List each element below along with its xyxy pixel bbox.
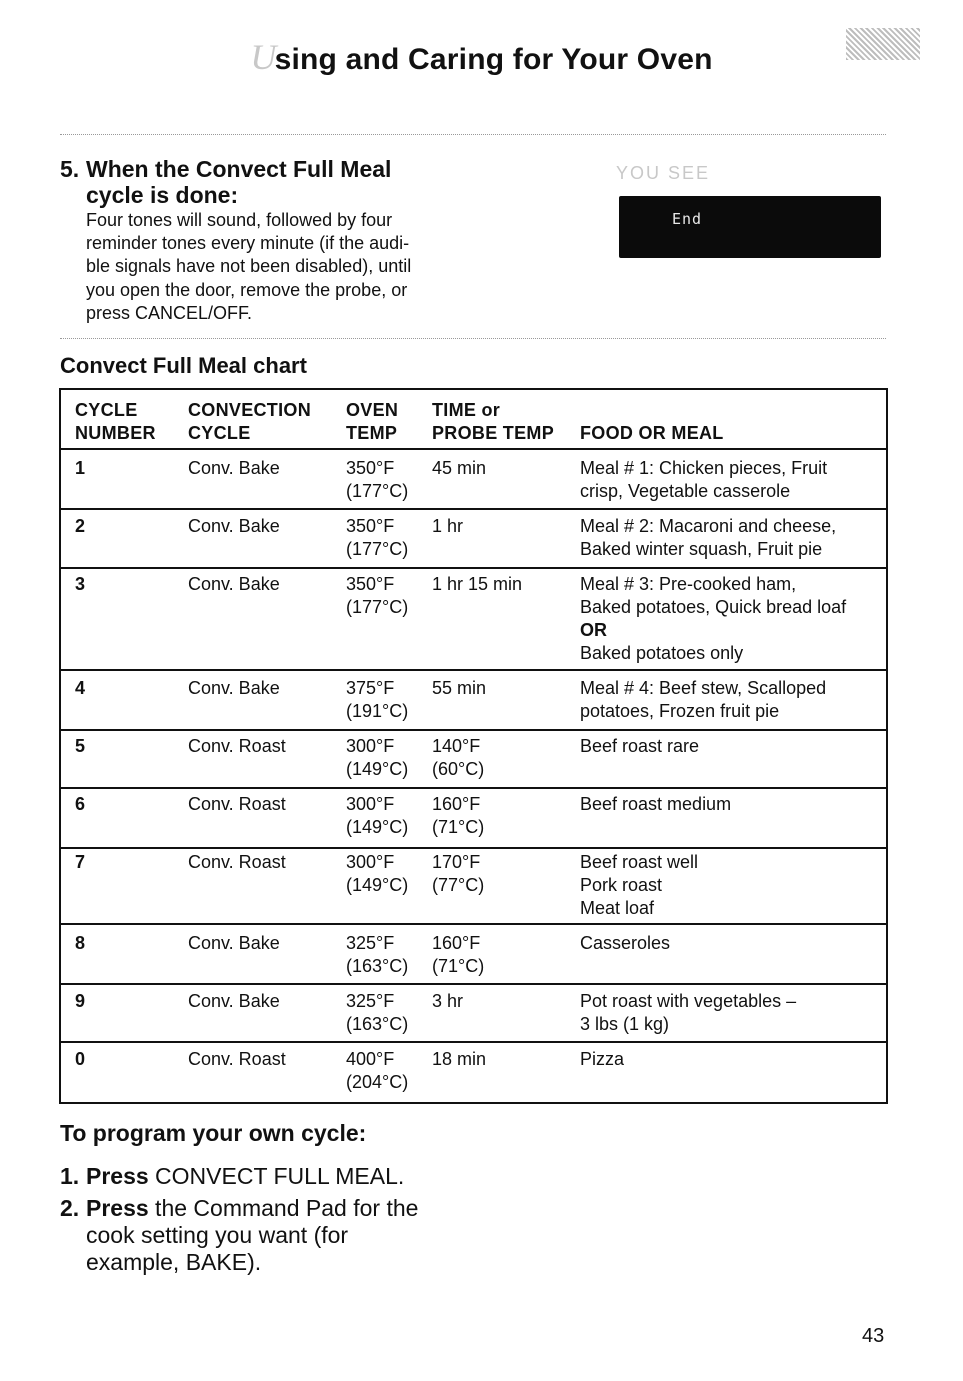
chart-title: Convect Full Meal chart [60,353,307,378]
cell-time-or-probe: 55 min [432,678,487,698]
cell-convection-cycle: Conv. Roast [188,1049,286,1069]
cell-time-or-probe: 1 hr [432,516,464,536]
cell-time-or-probe: 170°F (77°C) [432,852,485,895]
cell-food-or-meal: Meal # 4: Beef stew, Scalloped potatoes, Frozen fruit pie [580,678,827,721]
program-step-text: CONVECT FULL MEAL. [148,1163,405,1189]
cell-cycle-number: 4 [75,678,86,698]
divider-middle [60,338,886,339]
program-step-2 [60,1195,418,1276]
food-alt-text: Baked potatoes only [580,643,744,663]
cell-food-or-meal: Pizza [580,1049,625,1069]
cell-oven-temp: 350°F (177°C) [346,574,409,617]
cell-time-or-probe: 1 hr 15 min [432,574,523,594]
title-text: sing and Caring for Your Oven [274,43,713,76]
food-or-word: OR [580,620,607,640]
cell-cycle-number: 6 [75,794,86,814]
cell-food-or-meal: Beef roast well Pork roast Meat loaf [580,852,699,918]
program-step-text: the Command Pad for the [148,1195,419,1221]
row-separator [59,669,888,671]
row-separator [59,729,888,731]
cell-food-or-meal [580,573,880,665]
cell-oven-temp: 375°F (191°C) [346,678,409,721]
program-step-number: 2. [60,1195,80,1221]
program-step-1 [60,1163,404,1190]
cell-time-or-probe: 160°F (71°C) [432,933,485,976]
cell-cycle-number: 0 [75,1049,86,1069]
cell-time-or-probe: 3 hr [432,991,464,1011]
cell-time-or-probe: 18 min [432,1049,487,1069]
cell-convection-cycle: Conv. Roast [188,852,286,872]
step5-body-line: you open the door, remove the probe, or [86,279,408,300]
header-time-or-probe-temp: TIME or PROBE TEMP [432,400,555,443]
cell-cycle-number: 5 [75,736,86,756]
cell-cycle-number: 2 [75,516,86,536]
cell-oven-temp: 300°F (149°C) [346,852,409,895]
row-separator [59,1041,888,1043]
oven-display-text: End [672,210,703,228]
you-see-label: YOU SEE [616,163,711,183]
row-separator [59,508,888,510]
cell-oven-temp: 350°F (177°C) [346,458,409,501]
oven-display-panel [619,196,881,258]
cell-cycle-number: 3 [75,574,86,594]
step5-heading [60,156,480,208]
header-cycle-number: CYCLE NUMBER [75,400,156,443]
row-separator [59,923,888,925]
header-food-or-meal: FOOD OR MEAL [580,423,724,443]
row-separator [59,847,888,849]
step5-body-line: ble signals have not been disabled), until [86,256,412,277]
cell-cycle-number: 8 [75,933,86,953]
cell-time-or-probe: 140°F (60°C) [432,736,485,779]
cell-time-or-probe: 160°F (71°C) [432,794,485,837]
cell-oven-temp: 325°F (163°C) [346,991,409,1034]
cell-oven-temp: 300°F (149°C) [346,736,409,779]
cell-food-or-meal: Pot roast with vegetables – 3 lbs (1 kg) [580,991,797,1034]
page-header-title [0,36,963,78]
row-separator [59,787,888,789]
step5-body-line: reminder tones every minute (if the audi- [86,233,410,254]
cell-convection-cycle: Conv. Bake [188,933,280,953]
cell-oven-temp: 325°F (163°C) [346,933,409,976]
step5-body-line: press CANCEL/OFF. [86,302,253,323]
cell-oven-temp: 350°F (177°C) [346,516,409,559]
cell-food-or-meal: Casseroles [580,933,671,953]
cell-food-or-meal: Meal # 2: Macaroni and cheese, Baked winter squash, Fruit pie [580,516,837,559]
step5-heading-line1: When the Convect Full Meal [86,156,392,182]
row-separator [59,448,888,450]
cell-convection-cycle: Conv. Bake [188,678,280,698]
cell-time-or-probe: 45 min [432,458,487,478]
row-separator [59,567,888,569]
cell-convection-cycle: Conv. Roast [188,794,286,814]
step5-body-line: Four tones will sound, followed by four [86,210,393,230]
title-dropcap: U [250,37,277,77]
cell-convection-cycle: Conv. Bake [188,991,280,1011]
program-heading: To program your own cycle: [60,1120,367,1146]
program-step-verb: Press [86,1195,149,1221]
program-step-number: 1. [60,1163,80,1189]
cell-convection-cycle: Conv. Roast [188,736,286,756]
header-convection-cycle: CONVECTION CYCLE [188,400,312,443]
program-step-continuation: cook setting you want (for example, BAKE). [86,1222,349,1275]
header-decorative-pattern [846,28,920,60]
row-separator [59,983,888,985]
cell-cycle-number: 7 [75,852,86,872]
cell-cycle-number: 9 [75,991,86,1011]
food-text: Meal # 3: Pre-cooked ham, Baked potatoes, Quick bread loaf [580,574,847,617]
header-oven-temp: OVEN TEMP [346,400,399,443]
cell-convection-cycle: Conv. Bake [188,516,280,536]
step5-body [86,209,466,325]
cell-food-or-meal: Beef roast medium [580,794,732,814]
page-number: 43 [862,1325,885,1347]
cell-cycle-number: 1 [75,458,86,478]
program-step-verb: Press [86,1163,149,1189]
cell-food-or-meal: Beef roast rare [580,736,700,756]
cell-oven-temp: 400°F (204°C) [346,1049,409,1092]
cell-convection-cycle: Conv. Bake [188,574,280,594]
step5-number: 5. [60,156,80,182]
cell-convection-cycle: Conv. Bake [188,458,280,478]
cell-oven-temp: 300°F (149°C) [346,794,409,837]
divider-top [60,134,886,135]
step5-heading-line2: cycle is done: [86,182,239,208]
cell-food-or-meal: Meal # 1: Chicken pieces, Fruit crisp, Vegetable casserole [580,458,828,501]
